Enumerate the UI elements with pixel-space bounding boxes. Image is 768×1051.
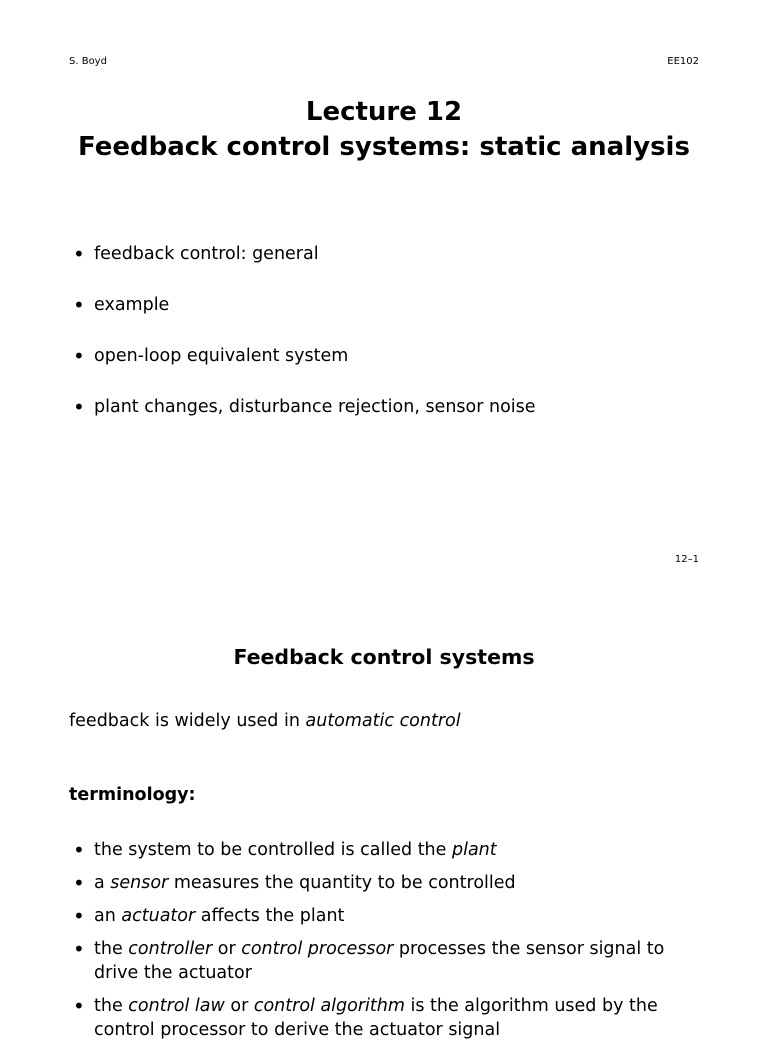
item-text: a — [94, 873, 111, 893]
header-author: S. Boyd — [69, 56, 107, 67]
terminology-item — [69, 838, 709, 862]
item-text: or — [224, 996, 254, 1016]
header-course: EE102 — [667, 56, 699, 67]
outline-item: • feedback control: general — [69, 242, 536, 266]
item-text: the — [94, 996, 129, 1016]
page-number: 12–1 — [674, 554, 699, 565]
outline-item: • example — [69, 293, 536, 317]
terminology-list — [69, 838, 709, 1051]
item-text: affects the plant — [195, 906, 345, 926]
item-text: processes the sensor signal to drive the actuator — [94, 939, 665, 983]
item-term: sensor — [110, 873, 169, 893]
item-text: measures the quantity to be controlled — [168, 873, 516, 893]
item-text: the — [94, 939, 129, 959]
item-text: an — [94, 906, 122, 926]
section-title: Feedback control systems — [233, 645, 535, 669]
intro-paragraph — [69, 709, 461, 733]
lecture-title: Lecture 12 — [305, 97, 463, 127]
terminology-item — [69, 871, 709, 895]
terminology-item — [69, 904, 709, 928]
outline-item: • plant changes, disturbance rejection, sensor noise — [69, 395, 536, 419]
outline-item: • open-loop equivalent system — [69, 344, 536, 368]
item-text: is the algorithm used by the control processor to derive the actuator signal — [94, 996, 658, 1040]
intro-emphasis: automatic control — [305, 711, 461, 731]
terminology-label: terminology: — [69, 785, 196, 805]
intro-text: feedback is widely used in — [69, 711, 306, 731]
lecture-subtitle: Feedback control systems: static analysis — [78, 132, 690, 162]
outline-list — [69, 242, 536, 446]
item-term: control algorithm — [253, 996, 405, 1016]
item-term: control processor — [241, 939, 394, 959]
item-term: actuator — [121, 906, 196, 926]
item-text: the system to be controlled is called the — [94, 840, 452, 860]
item-term: control law — [128, 996, 225, 1016]
item-term: plant — [451, 840, 497, 860]
terminology-item — [69, 937, 709, 985]
item-term: controller — [128, 939, 213, 959]
item-text: or — [212, 939, 242, 959]
terminology-item — [69, 994, 709, 1042]
